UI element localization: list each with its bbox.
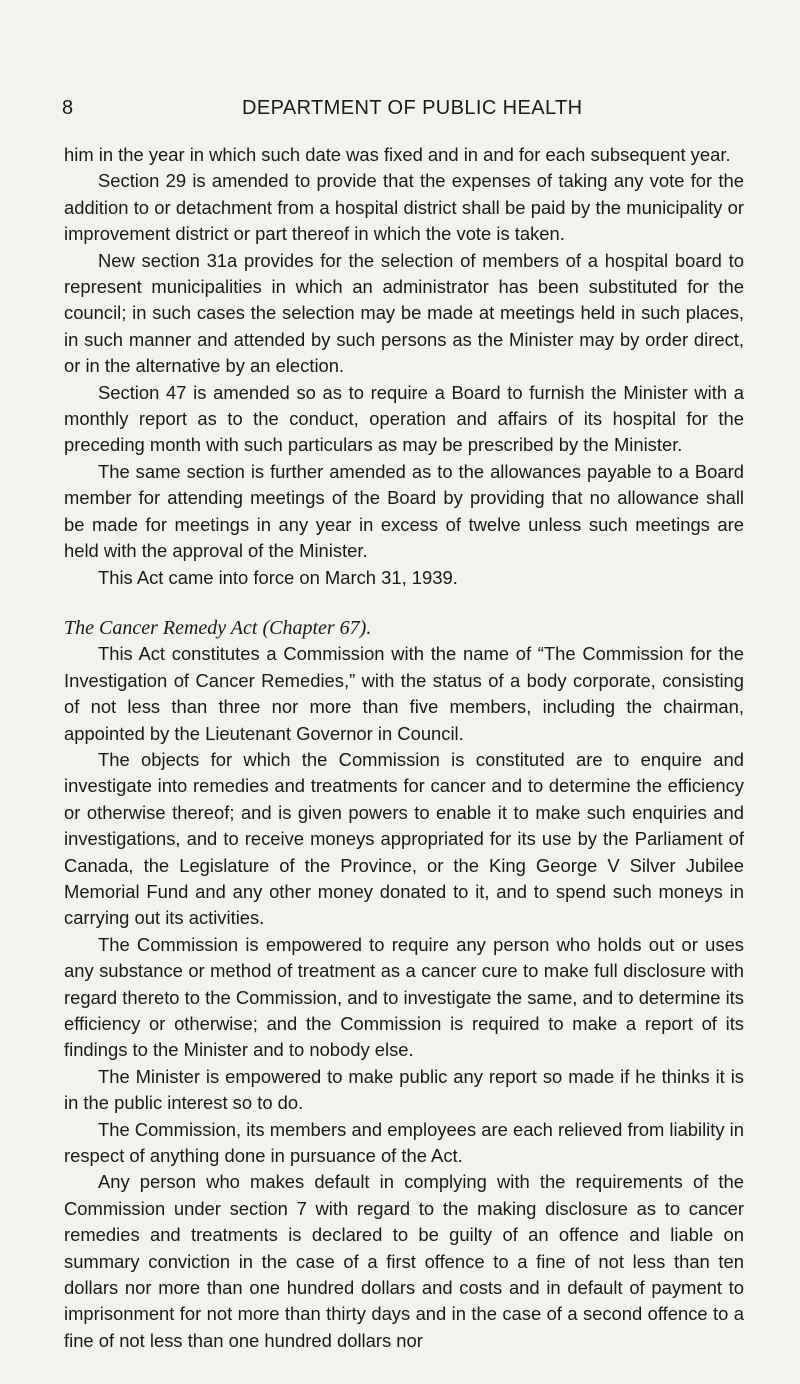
section-heading-period: . bbox=[366, 616, 372, 639]
section-heading bbox=[64, 615, 744, 641]
paragraph-continuation: him in the year in which such date was fixed and in and for each subsequent year. bbox=[64, 144, 731, 165]
page-number: 8 bbox=[62, 97, 74, 119]
running-title: DEPARTMENT OF PUBLIC HEALTH bbox=[242, 97, 583, 119]
paragraph-section-29: Section 29 is amended to provide that the expenses of taking any vote for the addition to or detachment from a hospital district shall be paid by the municipality or improvement district or part thereof in which the vote is taken. bbox=[64, 170, 744, 245]
paragraph-commission-powers: The Commission is empowered to require any person who holds out or uses any substance or method of treatment as a cancer cure to make full disclosure with regard thereto to the Commission, and to investigate the same, and to determine its efficiency or otherwise; and the Commission is required to make a report of its findings to the Minister and to nobody else. bbox=[64, 933, 744, 1061]
paragraph-section-47-allowances: The same section is further amended as to the allowances payable to a Board member for attending meetings of the Board by providing that no allowance shall be made for meetings in any year in excess of twelve unless such meetings are held with the approval of the Minister. bbox=[64, 460, 744, 562]
paragraph-commission-objects: The objects for which the Commission is constituted are to enquire and investigate into remedies and treatments for cancer and to determine the efficiency or otherwise thereof; and is given powers to enable it to make such enquiries and investigations, and to receive moneys appropriated for its use by the Parliament of Canada, the Legislature of the Province, or the King George V Silver Jubilee Memorial Fund and any other money donated to it, and to spend such moneys in carrying out its activities. bbox=[64, 748, 744, 929]
document-body bbox=[64, 142, 744, 1354]
paragraph-commencement: This Act came into force on March 31, 1939. bbox=[98, 566, 458, 588]
section-heading-title: The Cancer Remedy Act (Chapter 67) bbox=[64, 616, 367, 639]
paragraph-liability: The Commission, its members and employees are each relieved from liability in respect of anything done in pursuance of the Act. bbox=[64, 1118, 744, 1167]
paragraph-section-31a: New section 31a provides for the selection of members of a hospital board to represent municipalities in which an administrator has been substituted for the council; in such cases the selection may be made at meetings held in such places, in such manner and attended by such persons as the Minister may by order direct, or in the alternative by an election. bbox=[64, 249, 744, 377]
paragraph-section-47: Section 47 is amended so as to require a Board to furnish the Minister with a monthly report as to the conduct, operation and affairs of its hospital for the preceding month with such particulars as may be prescribed by the Minister. bbox=[64, 381, 744, 456]
page-header bbox=[62, 97, 742, 127]
paragraph-commission-constitution: This Act constitutes a Commission with the name of “The Commission for the Investigation of Cancer Remedies,” with the status of a body corporate, consisting of not less than three nor more than five members, including the chairman, appointed by the Lieutenant Governor in Council. bbox=[64, 643, 744, 744]
paragraph-minister-report: The Minister is empowered to make public any report so made if he thinks it is in the public interest so to do. bbox=[64, 1065, 744, 1114]
paragraph-offence: Any person who makes default in complying with the requirements of the Commission under section 7 with regard to the making disclosure as to cancer remedies and treatments is declared to be guilty of an offence and liable on summary conviction in the case of a first offence to a fine of not less than ten dollars nor more than one hundred dollars and costs and in default of payment to imprisonment for not more than thirty days and in the case of a second offence to a fine of not less than one hundred dollars nor bbox=[64, 1171, 744, 1351]
